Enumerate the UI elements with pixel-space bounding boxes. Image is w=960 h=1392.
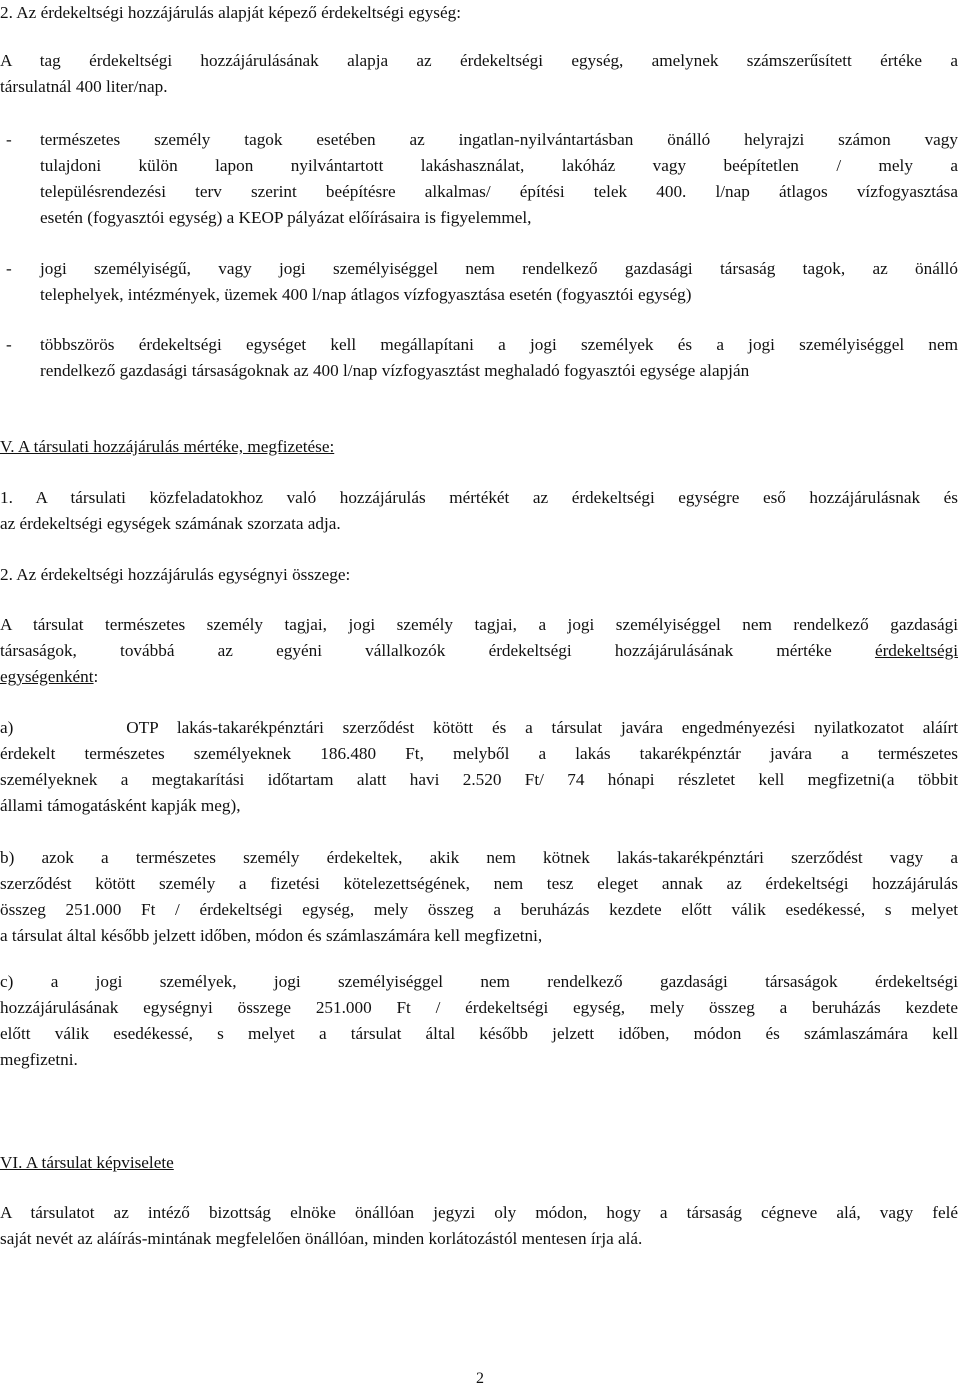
bullet-3-line-2: rendelkező gazdasági társaságoknak az 400 l/nap vízfogyasztást meghaladó fogyasztói egysége alapján xyxy=(40,361,750,380)
section-v-paragraph-1 xyxy=(0,485,958,537)
item-b-line-2: szerződést kötött személy a fizetési kötelezettségének, nem tesz eleget annak az érdekeltségi hozzájárulás xyxy=(0,874,958,893)
v3-colon: : xyxy=(93,667,99,686)
bullet-1-line-3: településrendezési terv szerint beépítésre alkalmas/ építési telek 400. l/nap átlagos vízfogyasztása xyxy=(40,182,958,201)
v1-line-2: az érdekeltségi egységek számának szorzata adja. xyxy=(0,514,341,533)
bullet-1-line-2: tulajdoni külön lapon nyilvántartott lakáshasználat, lakóház vagy beépítetlen / mely a xyxy=(40,156,958,175)
item-a-otp xyxy=(0,715,958,819)
section-v-paragraph-3 xyxy=(0,612,958,690)
item-c-line-2: hozzájárulásának egységnyi összege 251.000 Ft / érdekeltségi egység, mely összeg a beruházás kezdete xyxy=(0,998,958,1017)
section-vi-heading xyxy=(0,1150,958,1176)
bullet-text xyxy=(40,332,958,384)
v3-line-1: A társulat természetes személy tagjai, jogi személy tagjai, a jogi személyiséggel nem rendelkező gazdasági xyxy=(0,615,958,634)
section-2-intro xyxy=(0,48,958,100)
bullet-dash: - xyxy=(6,335,12,354)
item-a-line-1: a) OTP lakás-takarékpénztári szerződést kötött és a társulat javára engedményezési nyilatkozatot aláírt xyxy=(0,718,958,737)
item-c-line-1: c) a jogi személyek, jogi személyiséggel nem rendelkező gazdasági társaságok érdekeltségi xyxy=(0,972,958,991)
v1-line-1: 1. A társulati közfeladatokhoz való hozzájárulás mértékét az érdekeltségi egységre eső hozzájárulásnak és xyxy=(0,488,958,507)
bullet-text xyxy=(40,127,958,231)
item-c-line-4: megfizetni. xyxy=(0,1050,78,1069)
v2-heading-text: 2. Az érdekeltségi hozzájárulás egységnyi összege: xyxy=(0,565,351,584)
v3-underlined-unit: egységenként xyxy=(0,667,94,686)
v3-underlined-word: érdekeltségi xyxy=(874,641,958,660)
item-c-line-3: előtt válik esedékessé, s melyet a társulat által később jelzett időben, módon és számlaszámára kell xyxy=(0,1024,958,1043)
bullet-dash: - xyxy=(6,259,12,278)
v3-line-3 xyxy=(0,664,958,690)
section-vi-heading-text: VI. A társulat képviselete xyxy=(0,1153,174,1172)
bullet-1-line-4: esetén (fogyasztói egység) a KEOP pályázat előírásaira is figyelemmel, xyxy=(40,208,532,227)
intro-line-2: társulatnál 400 liter/nap. xyxy=(0,77,168,96)
bullet-text xyxy=(40,256,958,308)
item-b-line-4: a társulat által később jelzett időben, módon és számlaszámára kell megfizetni, xyxy=(0,926,543,945)
v3-line-2 xyxy=(0,638,958,664)
item-b-line-3: összeg 251.000 Ft / érdekeltségi egység, mely összeg a beruházás kezdete előtt válik esedékessé, s melyet xyxy=(0,900,958,919)
page-number: 2 xyxy=(476,1370,484,1387)
bullet-3-line-1: többszörös érdekeltségi egységet kell megállapítani a jogi személyek és a jogi személyiséggel nem xyxy=(40,335,958,354)
item-c-legal-entities xyxy=(0,969,958,1073)
section-v-heading xyxy=(0,434,958,460)
bullet-1-line-1: természetes személy tagok esetében az ingatlan-nyilvántartásban önálló helyrajzi számon vagy xyxy=(40,130,958,149)
section-v-paragraph-2-heading xyxy=(0,562,958,588)
item-b-natural-persons xyxy=(0,845,958,949)
item-a-line-3: személyeknek a megtakarítási időtartam alatt havi 2.520 Ft/ 74 hónapi részletet kell megfizetni(a többit xyxy=(0,770,958,789)
section-v-heading-text: V. A társulati hozzájárulás mértéke, megfizetése: xyxy=(0,437,335,456)
item-a-line-4: állami támogatásként kapják meg), xyxy=(0,796,241,815)
item-a-line-2: érdekelt természetes személyeknek 186.480 Ft, melyből a lakás takarékpénztár javára a természetes xyxy=(0,744,958,763)
v3-line-2-text: társaságok, továbbá az egyéni vállalkozók érdekeltségi hozzájárulásának mértéke xyxy=(0,641,832,660)
bullet-2-line-1: jogi személyiségű, vagy jogi személyiséggel nem rendelkező gazdasági társaság tagok, az önálló xyxy=(40,259,958,278)
vi-line-1: A társulatot az intéző bizottság elnöke önállóan jegyzi oly módon, hogy a társaság cégneve alá, vagy felé xyxy=(0,1203,958,1222)
section-vi-paragraph xyxy=(0,1200,958,1252)
section-2-heading xyxy=(0,0,958,26)
vi-line-2: saját nevét az aláírás-mintának megfelelően önállóan, minden korlátozástól mentesen írja alá. xyxy=(0,1229,643,1248)
bullet-2-line-2: telephelyek, intézmények, üzemek 400 l/nap átlagos vízfogyasztása esetén (fogyasztói egység) xyxy=(40,285,692,304)
section-2-heading-text: 2. Az érdekeltségi hozzájárulás alapját képező érdekeltségi egység: xyxy=(0,3,461,22)
bullet-dash: - xyxy=(6,130,12,149)
intro-line-1: A tag érdekeltségi hozzájárulásának alapja az érdekeltségi egység, amelynek számszerűsített értéke a xyxy=(0,51,958,70)
item-b-line-1: b) azok a természetes személy érdekeltek, akik nem kötnek lakás-takarékpénztári szerződést vagy a xyxy=(0,848,958,867)
